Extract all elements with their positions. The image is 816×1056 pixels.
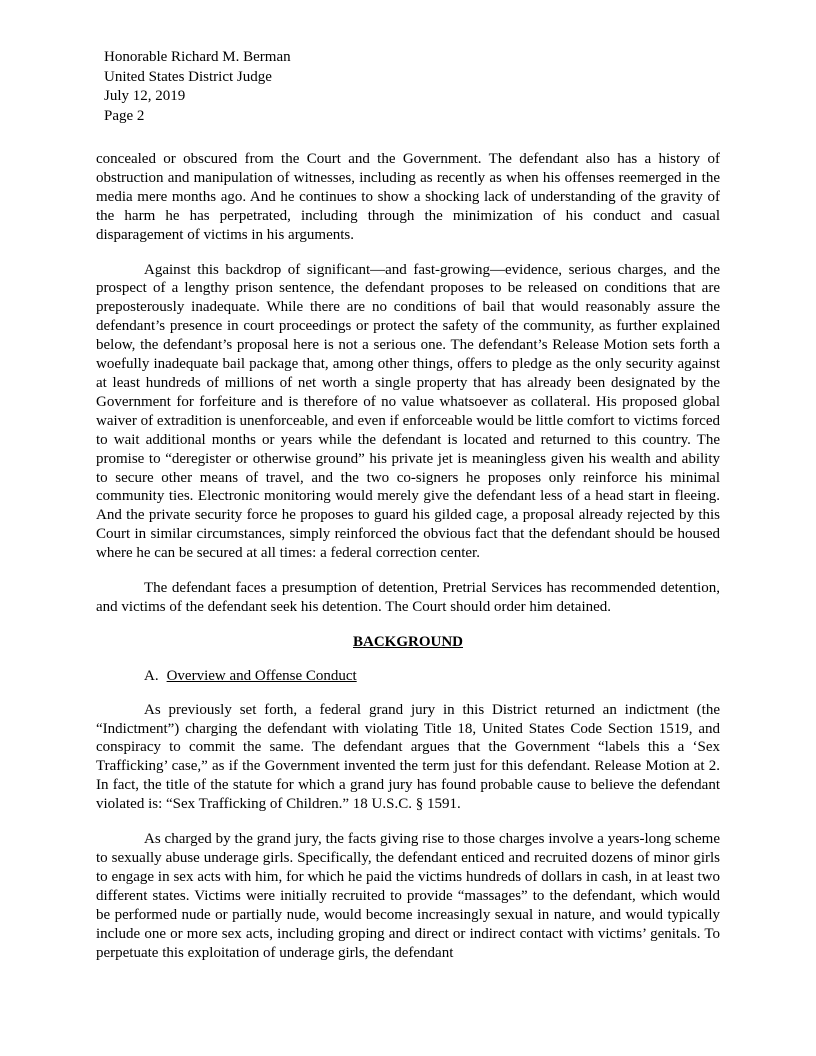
paragraph-charged-facts: As charged by the grand jury, the facts giving rise to those charges involve a years-long scheme to sexually abuse underage girls. Specifically, the defendant enticed and recruited dozens of minor girls to engage in sex acts with him, for which he paid the victims hundreds of dollars in cash, in at least two different states. Victims were initially recruited to provide “massages” to the defendant, which would be performed nude or partially nude, would become increasingly sexual in nature, and would typically include one or more sex acts, including groping and direct or indirect contact with victims’ genitals. To perpetuate this exploitation of underage girls, the defendant (96, 831, 720, 961)
header-date: July 12, 2019 (104, 88, 186, 104)
header-recipient-name: Honorable Richard M. Berman (104, 49, 291, 65)
header-recipient-title: United States District Judge (104, 68, 272, 85)
header-page-number: Page 2 (104, 107, 145, 124)
paragraph-bail-proposal: Against this backdrop of significant—and fast-growing—evidence, serious charges, and the prospect of a lengthy prison sentence, the defendant proposes to be released on conditions that are preposterously inadequate. While there are no conditions of bail that would reasonably assure the defendant’s presence in court proceedings or protect the safety of the community, as further explained below, the defendant’s proposal here is not a serious one. The defendant’s Release Motion sets forth a woefully inadequate bail package that, among other things, offers to pledge as the only security against at least hundreds of millions of net worth a single property that has already been designated by the Government for forfeiture and is therefore of no value whatsoever as collateral. His proposed global waiver of extradition is unenforceable, and even if enforceable would be little comfort to victims forced to wait additional months or years while the defendant is located and returned to this country. The promise to “deregister or otherwise ground” his private jet is meaningless given his wealth and ability to secure other means of travel, and the two co-signers he proposes only reinforce his minimal community ties. Electronic monitoring would merely give the defendant less of a head start in fleeing. And the private security force he proposes to guard his gilded cage, a proposal already rejected by this Court in similar circumstances, simply reinforced the obvious fact that the defendant should be housed where he can be secured at all times: a federal correction center. (96, 261, 720, 562)
section-heading: BACKGROUND (352, 633, 463, 650)
paragraph-presumption: The defendant faces a presumption of detention, Pretrial Services has recommended detention, and victims of the defendant seek his detention. The Court should order him detained. (96, 580, 720, 615)
subsection-letter: A. (144, 667, 159, 684)
subsection-title: Overview and Offense Conduct (166, 667, 357, 684)
letter-header (104, 48, 291, 126)
paragraph-continuation: concealed or obscured from the Court and the Government. The defendant also has a history of obstruction and manipulation of witnesses, including as recently as when his offenses reemerged in the media mere months ago. And he continues to show a shocking lack of understanding of the gravity of the harm he has perpetrated, including through the minimization of his conduct and casual disparagement of victims in his arguments. (96, 151, 720, 243)
subsection-heading (144, 667, 720, 686)
document-body (96, 150, 720, 978)
paragraph-indictment: As previously set forth, a federal grand jury in this District returned an indictment (the “Indictment”) charging the defendant with violating Title 18, United States Code Section 1519, and conspiracy to commit the same. The defendant argues that the Government “labels this a ‘Sex Trafficking’ case,” as if the Government invented the term just for this defendant. Release Motion at 2. In fact, the title of the statute for which a grand jury has found probable cause to believe the defendant violated is: “Sex Trafficking of Children.” 18 U.S.C. § 1591. (96, 701, 720, 813)
